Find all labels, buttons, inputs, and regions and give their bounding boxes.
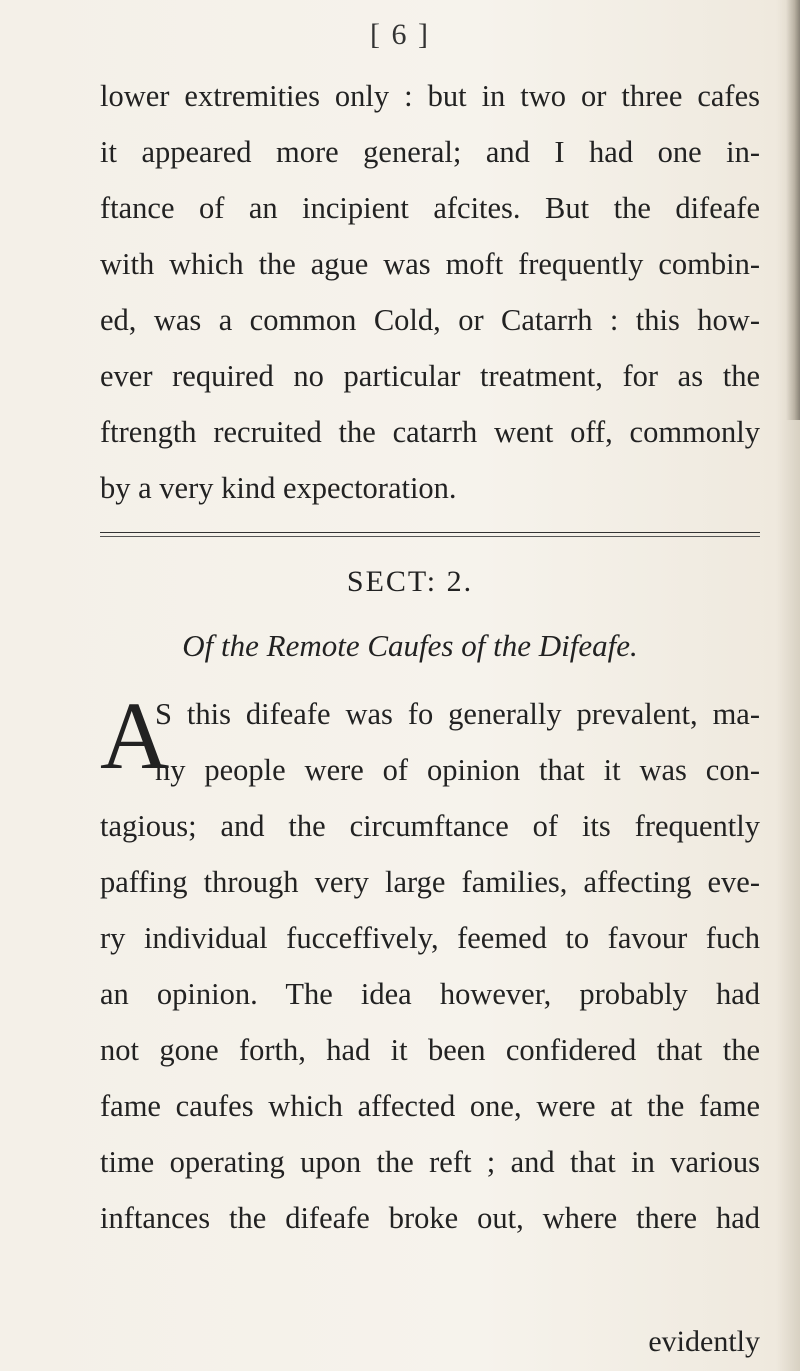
page-number-header: [ 6 ] <box>370 18 430 51</box>
text-line: with which the ague was moft frequently combin- <box>100 247 760 281</box>
text-line: by a very kind expectoration. <box>100 471 457 505</box>
paragraph-1 <box>100 68 760 516</box>
text-line: inftances the difeafe broke out, where there had <box>100 1201 760 1235</box>
section-subtitle: Of the Remote Caufes of the Difeafe. <box>182 628 638 663</box>
text-line: ftance of an incipient afcites. But the difeafe <box>100 191 760 225</box>
paragraph-2 <box>100 798 760 1246</box>
section-divider-rule <box>100 532 760 533</box>
text-line: it appeared more general; and I had one in- <box>100 135 760 169</box>
text-line: tagious; and the circumftance of its frequently <box>100 809 760 843</box>
text-line: not gone forth, had it been confidered that the <box>100 1033 760 1067</box>
text-line: time operating upon the reft ; and that in various <box>100 1145 760 1179</box>
catchword: evidently <box>648 1325 760 1358</box>
text-line: ny people were of opinion that it was con- <box>155 753 760 787</box>
text-line: fame caufes which affected one, were at the fame <box>100 1089 760 1123</box>
drop-cap-lines <box>155 686 760 798</box>
text-line: S this difeafe was fo generally prevalent, ma- <box>155 697 760 731</box>
text-line: an opinion. The idea however, probably had <box>100 977 760 1011</box>
drop-cap-letter: A <box>100 682 170 789</box>
text-line: ever required no particular treatment, for as the <box>100 359 760 393</box>
text-line: ftrength recruited the catarrh went off, commonly <box>100 415 760 449</box>
page-edge-shadow <box>786 0 800 420</box>
section-heading: SECT: 2. <box>346 565 474 598</box>
text-line: ry individual fucceffively, feemed to favour fuch <box>100 921 760 955</box>
text-line: ed, was a common Cold, or Catarrh : this how- <box>100 303 760 337</box>
text-line: paffing through very large families, affecting eve- <box>100 865 760 899</box>
text-line: lower extremities only : but in two or three cafes <box>100 79 760 113</box>
